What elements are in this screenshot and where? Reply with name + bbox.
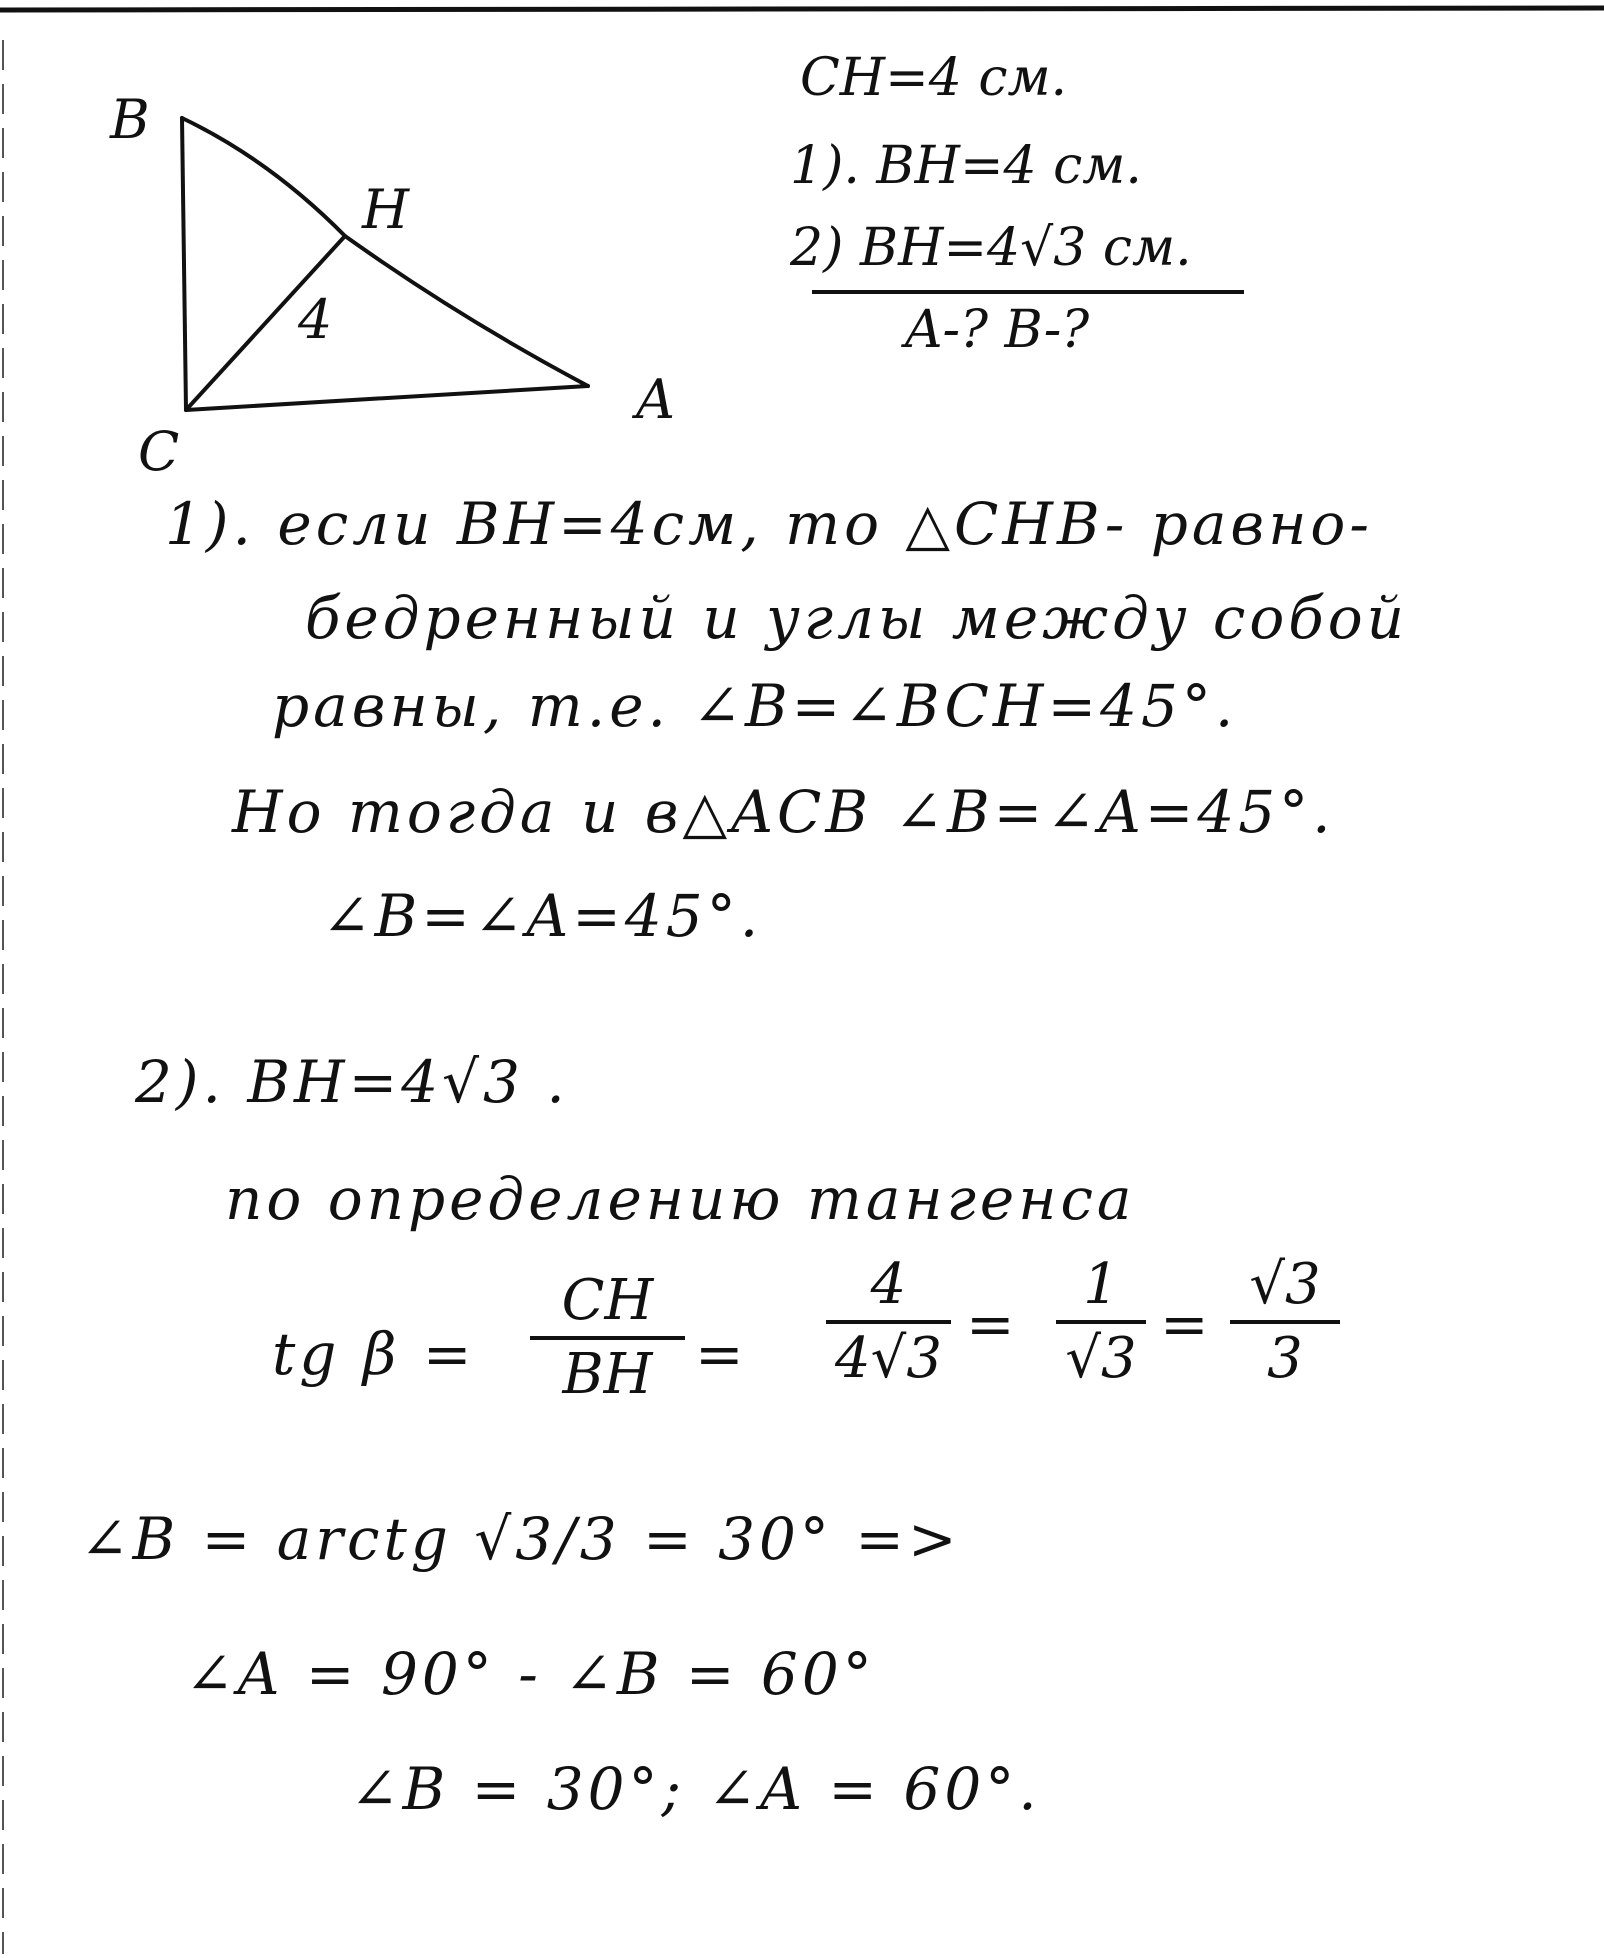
part1-line3: равны, т.е. ∠B=∠BCH=45°. bbox=[272, 672, 1238, 740]
fraction-1-over-sqrt3 bbox=[1056, 1254, 1146, 1389]
given-divider bbox=[812, 290, 1244, 294]
given-case-2: 2) BH=4√3 см. bbox=[790, 218, 1192, 278]
given-case-1: 1). BH=4 см. bbox=[790, 136, 1142, 196]
fraction-bar bbox=[826, 1320, 951, 1324]
tg-prefix: tg β = bbox=[272, 1320, 476, 1388]
fraction-3-denominator: 3 bbox=[1267, 1325, 1303, 1391]
fraction-bar bbox=[1230, 1320, 1340, 1324]
given-ch: CH=4 см. bbox=[800, 48, 1068, 108]
fraction-ch-over-bh bbox=[530, 1270, 685, 1405]
fraction-4-over-4sqrt3 bbox=[826, 1254, 951, 1389]
equals-sign-1: = bbox=[695, 1320, 748, 1388]
vertex-h-label: H bbox=[362, 178, 410, 241]
equals-sign-2: = bbox=[966, 1290, 1019, 1358]
triangle-diagram bbox=[0, 0, 760, 520]
fraction-sqrt3-denominator: √3 bbox=[1065, 1325, 1137, 1391]
fraction-ch-numerator: CH bbox=[561, 1268, 654, 1333]
side-bc bbox=[182, 118, 186, 410]
fraction-sqrt3-over-3 bbox=[1230, 1254, 1340, 1389]
part2-line2: по определению тангенса bbox=[225, 1165, 1136, 1233]
vertex-c-label: C bbox=[138, 420, 180, 483]
part1-line1: 1). если BH=4см, то △CHB- равно- bbox=[165, 490, 1373, 558]
fraction-bar bbox=[1056, 1320, 1146, 1324]
altitude-length-label: 4 bbox=[298, 288, 333, 351]
vertex-a-label: A bbox=[636, 368, 675, 431]
vertex-b-label: B bbox=[110, 88, 150, 151]
angle-b-arctg: ∠B = arctg √3/3 = 30° => bbox=[80, 1505, 961, 1573]
final-answer: ∠B = 30°; ∠A = 60°. bbox=[350, 1755, 1041, 1823]
part1-result: ∠B=∠A=45°. bbox=[322, 882, 763, 950]
fraction-bar bbox=[530, 1336, 685, 1340]
fraction-sqrt3-numerator: √3 bbox=[1249, 1252, 1321, 1317]
side-ca bbox=[186, 386, 588, 410]
fraction-4sqrt3-denominator: 4√3 bbox=[835, 1325, 942, 1391]
equals-sign-3: = bbox=[1160, 1290, 1213, 1358]
fraction-bh-denominator: BH bbox=[562, 1341, 653, 1407]
angle-a-calc: ∠A = 90° - ∠B = 60° bbox=[185, 1640, 876, 1708]
part1-line4: Но тогда и в△ACB ∠B=∠A=45°. bbox=[232, 778, 1335, 846]
fraction-1-numerator: 1 bbox=[1083, 1252, 1119, 1317]
find-angles: A-? B-? bbox=[905, 300, 1090, 360]
part1-line2: бедренный и углы между собой bbox=[305, 584, 1408, 652]
part2-line1: 2). BH=4√3 . bbox=[135, 1048, 569, 1116]
fraction-4-numerator: 4 bbox=[870, 1252, 907, 1317]
